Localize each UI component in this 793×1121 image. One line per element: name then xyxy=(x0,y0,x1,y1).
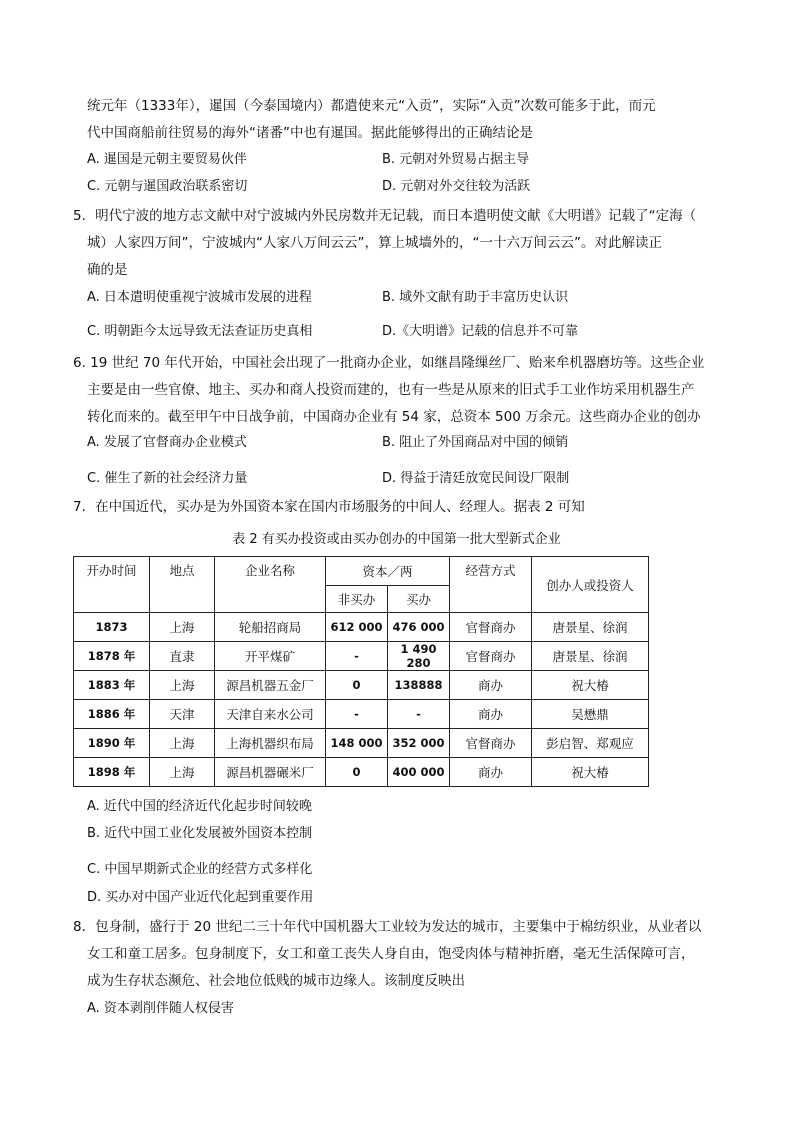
q6-option-d: D. 得益于清廷放宽民间设厂限制 xyxy=(382,471,570,486)
cell-non-comprador: 148 000 xyxy=(326,729,388,758)
q6-option-c: C. 催生了新的社会经济力量 xyxy=(87,471,248,486)
cell-founder: 彭启智、郑观应 xyxy=(532,729,649,758)
q6-stem-line-3: 转化而来的。截至甲午中日战争前，中国商办企业有 54 家，总资本 500 万余元。这些商办企业的创办 xyxy=(87,409,701,425)
cell-non-comprador: - xyxy=(326,642,388,671)
q5-stem-line-1: 5．明代宁波的地方志文献中对宁波城内外民房数并无记载，而日本遣明使文献《大明谱》记载了“定海（ xyxy=(73,208,697,224)
q5-option-a: A. 日本遣明使重视宁波城市发展的进程 xyxy=(87,290,312,305)
cell-comprador: 476 000 xyxy=(388,613,450,642)
cell-mode: 商办 xyxy=(450,758,532,787)
cell-mode: 官督商办 xyxy=(450,642,532,671)
cell-non-comprador: - xyxy=(326,700,388,729)
q6-stem-line-2: 主要是由一些官僚、地主、买办和商人投资而建的，也有一些是从原来的旧式手工业作坊采用机器生产 xyxy=(87,382,695,398)
cell-comprador: 400 000 xyxy=(388,758,450,787)
table-row xyxy=(74,613,649,642)
q7-option-b: B. 近代中国工业化发展被外国资本控制 xyxy=(87,826,313,841)
q5-option-b: B. 域外文献有助于丰富历史认识 xyxy=(382,290,569,305)
table-row xyxy=(74,700,649,729)
cell-place: 上海 xyxy=(150,729,215,758)
q7-option-d: D. 买办对中国产业近代化起到重要作用 xyxy=(87,890,314,905)
cell-founder: 吴懋鼎 xyxy=(532,700,649,729)
cell-place: 天津 xyxy=(150,700,215,729)
cell-comprador: 1 490 280 xyxy=(388,642,450,671)
cell-founder: 唐景星、徐润 xyxy=(532,613,649,642)
table-row xyxy=(74,642,649,671)
cell-name: 轮船招商局 xyxy=(215,613,326,642)
q4-stem-line-2: 代中国商船前往贸易的海外“诸番”中也有暹国。据此能够得出的正确结论是 xyxy=(87,125,533,141)
cell-comprador: 352 000 xyxy=(388,729,450,758)
q5-stem-line-3: 确的是 xyxy=(87,262,128,278)
header-place: 地点 xyxy=(150,557,215,613)
q8-stem-line-3: 成为生存状态濒危、社会地位低贱的城市边缘人。该制度反映出 xyxy=(87,973,465,989)
cell-mode: 官督商办 xyxy=(450,613,532,642)
q8-stem-line-1: 8．包身制，盛行于 20 世纪二三十年代中国机器大工业较为发达的城市，主要集中于棉纺织业，从业者以 xyxy=(73,919,702,935)
header-time: 开办时间 xyxy=(74,557,150,613)
cell-founder: 祝大椿 xyxy=(532,671,649,700)
q6-stem-line-1: 6. 19 世纪 70 年代开始，中国社会出现了一批商办企业，如继昌隆缫丝厂、贻来牟机器磨坊等。这些企业 xyxy=(73,355,705,371)
table-row xyxy=(74,758,649,787)
header-founder: 创办人或投资人 xyxy=(532,557,649,613)
cell-time: 1873 xyxy=(74,613,150,642)
q4-option-c: C. 元朝与暹国政治联系密切 xyxy=(87,179,248,194)
table-row xyxy=(74,671,649,700)
cell-time: 1886 年 xyxy=(74,700,150,729)
cell-comprador: - xyxy=(388,700,450,729)
q5-stem-line-2: 城）人家四万间”，宁波城内“人家八万间云云”，算上城墙外的，“一十六万间云云”。对此解读正 xyxy=(87,235,662,251)
header-capital: 资本／两 xyxy=(326,557,450,586)
q5-option-c: C. 明朝距今太远导致无法查证历史真相 xyxy=(87,324,313,339)
cell-name: 开平煤矿 xyxy=(215,642,326,671)
cell-mode: 官督商办 xyxy=(450,729,532,758)
cell-founder: 唐景星、徐润 xyxy=(532,642,649,671)
header-name: 企业名称 xyxy=(215,557,326,613)
cell-place: 上海 xyxy=(150,671,215,700)
cell-comprador: 138888 xyxy=(388,671,450,700)
header-mode: 经营方式 xyxy=(450,557,532,613)
q4-option-d: D. 元朝对外交往较为活跃 xyxy=(382,179,531,194)
cell-non-comprador: 0 xyxy=(326,758,388,787)
cell-place: 上海 xyxy=(150,758,215,787)
cell-time: 1898 年 xyxy=(74,758,150,787)
table-caption: 表 2 有买办投资或由买办创办的中国第一批大型新式企业 xyxy=(232,532,561,547)
q8-stem-line-2: 女工和童工居多。包身制度下，女工和童工丧失人身自由，饱受肉体与精神折磨，毫无生活保障可言， xyxy=(87,946,695,962)
enterprise-table xyxy=(73,556,649,787)
q7-stem: 7．在中国近代，买办是为外国资本家在国内市场服务的中间人、经理人。据表 2 可知 xyxy=(73,499,585,515)
q4-option-b: B. 元朝对外贸易占据主导 xyxy=(382,152,530,167)
cell-name: 天津自来水公司 xyxy=(215,700,326,729)
q4-stem-line-1: 统元年（1333年），暹国（今泰国境内）都遣使来元“入贡”，实际“入贡”次数可能多于此，而元 xyxy=(87,98,656,114)
cell-non-comprador: 612 000 xyxy=(326,613,388,642)
q6-option-b: B. 阻止了外国商品对中国的倾销 xyxy=(382,435,569,450)
cell-time: 1878 年 xyxy=(74,642,150,671)
q7-option-c: C. 中国早期新式企业的经营方式多样化 xyxy=(87,862,313,877)
cell-name: 源昌机器碾米厂 xyxy=(215,758,326,787)
cell-mode: 商办 xyxy=(450,671,532,700)
q5-option-d: D.《大明谱》记载的信息并不可靠 xyxy=(382,324,579,339)
cell-non-comprador: 0 xyxy=(326,671,388,700)
cell-place: 直隶 xyxy=(150,642,215,671)
cell-name: 上海机器织布局 xyxy=(215,729,326,758)
table-row xyxy=(74,729,649,758)
cell-founder: 祝大椿 xyxy=(532,758,649,787)
q8-option-a: A. 资本剥削伴随人权侵害 xyxy=(87,1001,234,1016)
header-comprador: 买办 xyxy=(388,586,450,613)
cell-time: 1890 年 xyxy=(74,729,150,758)
cell-mode: 商办 xyxy=(450,700,532,729)
q4-option-a: A. 暹国是元朝主要贸易伙伴 xyxy=(87,152,247,167)
cell-name: 源昌机器五金厂 xyxy=(215,671,326,700)
header-non-comprador: 非买办 xyxy=(326,586,388,613)
cell-time: 1883 年 xyxy=(74,671,150,700)
q6-option-a: A. 发展了官督商办企业模式 xyxy=(87,435,247,450)
cell-place: 上海 xyxy=(150,613,215,642)
q7-option-a: A. 近代中国的经济近代化起步时间较晚 xyxy=(87,799,312,814)
